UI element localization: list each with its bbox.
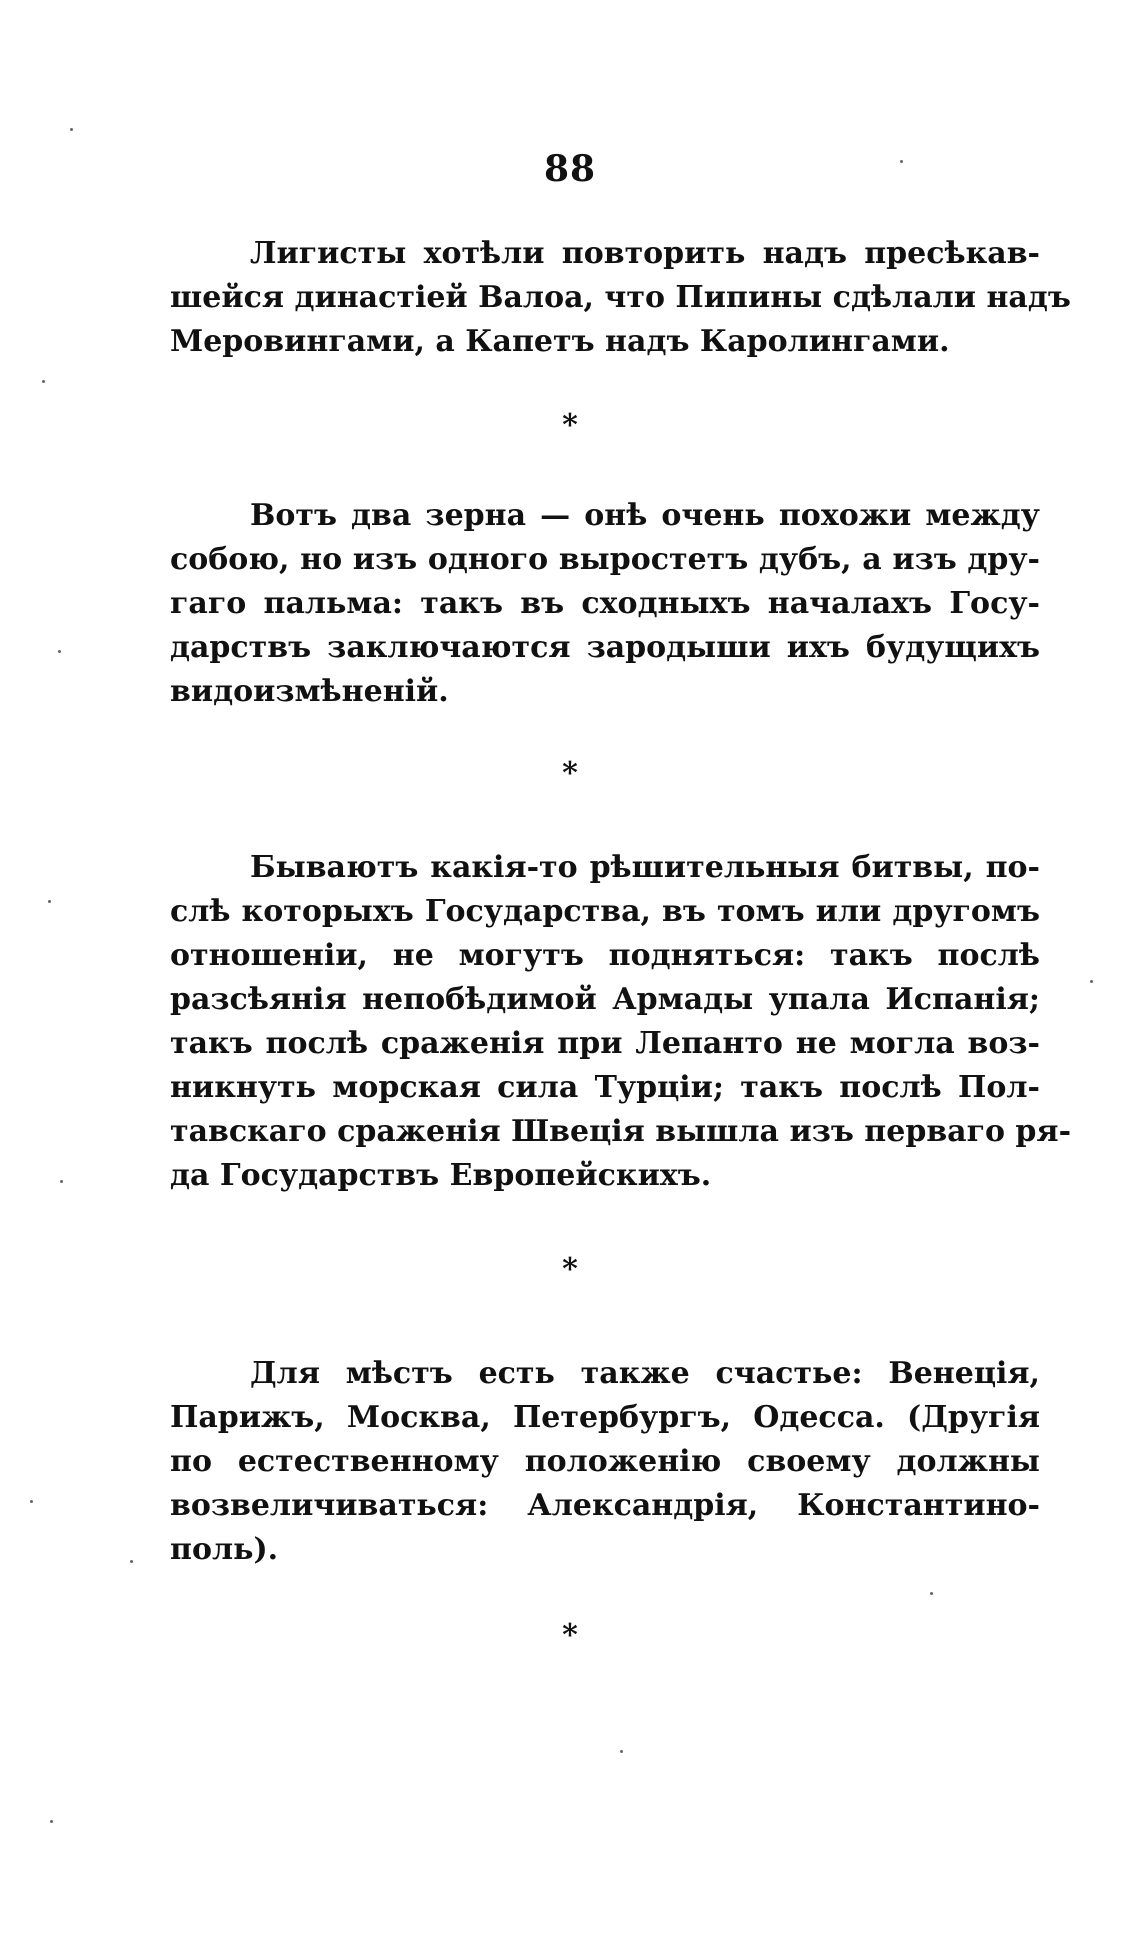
scan-speck <box>70 128 73 131</box>
text-line: поль). <box>170 1532 279 1567</box>
section-separator: * <box>562 756 578 791</box>
text-line: Вотъ два зерна — онѣ очень похожи между <box>250 498 1040 533</box>
text-line: шейся династіей Валоа, что Пипины сдѣлали надъ <box>170 280 1071 315</box>
scan-speck <box>48 900 51 903</box>
text-line: Парижъ, Москва, Петербургъ, Одесса. (Другія <box>170 1400 1040 1435</box>
scan-speck <box>1090 980 1093 983</box>
text-line: видоизмѣненій. <box>170 674 449 709</box>
section-separator: * <box>562 1252 578 1287</box>
text-line: да Государствъ Европейскихъ. <box>170 1158 712 1193</box>
text-line: тавскаго сраженія Швеція вышла изъ перваго ря- <box>170 1114 1072 1149</box>
scan-speck <box>58 650 61 653</box>
scan-speck <box>930 1592 933 1595</box>
scan-speck <box>30 1500 33 1503</box>
text-line: слѣ которыхъ Государства, въ томъ или другомъ <box>170 894 1040 929</box>
text-line: Бываютъ какія-то рѣшительныя битвы, по- <box>250 850 1040 885</box>
text-line: собою, но изъ одного выростетъ дубъ, а изъ дру- <box>170 542 1040 577</box>
text-line: отношеніи, не могутъ подняться: такъ послѣ <box>170 938 1040 973</box>
section-separator: * <box>562 1618 578 1653</box>
text-line: по естественному положенію своему должны <box>170 1444 1040 1479</box>
text-line: возвеличиваться: Александрія, Константино- <box>170 1488 1040 1523</box>
text-line: такъ послѣ сраженія при Лепанто не могла воз- <box>170 1026 1040 1061</box>
text-line: никнуть морская сила Турціи; такъ послѣ Пол- <box>170 1070 1040 1105</box>
text-line: Меровингами, а Капетъ надъ Каролингами. <box>170 324 950 359</box>
scan-speck <box>900 160 903 163</box>
scan-speck <box>42 380 45 383</box>
text-line: Для мѣстъ есть также счастье: Венеція, <box>250 1356 1040 1391</box>
scan-speck <box>60 1180 63 1183</box>
paragraph-places-fortune <box>170 1352 1040 1572</box>
text-line: гаго пальма: такъ въ сходныхъ началахъ Госу- <box>170 586 1040 621</box>
section-separator: * <box>562 408 578 443</box>
page-number: 88 <box>543 148 597 190</box>
scan-speck <box>50 1820 53 1823</box>
paragraph-two-seeds <box>170 494 1040 714</box>
text-line: разсѣянія непобѣдимой Армады упала Испанія; <box>170 982 1040 1017</box>
paragraph-ligists <box>170 232 1071 364</box>
text-line: дарствъ заключаются зародыши ихъ будущихъ <box>170 630 1040 665</box>
scan-speck <box>130 1560 133 1563</box>
text-line: Лигисты хотѣли повторить надъ пресѣкав- <box>250 236 1040 271</box>
paragraph-decisive-battles <box>170 846 1072 1198</box>
scan-speck <box>620 1750 623 1753</box>
